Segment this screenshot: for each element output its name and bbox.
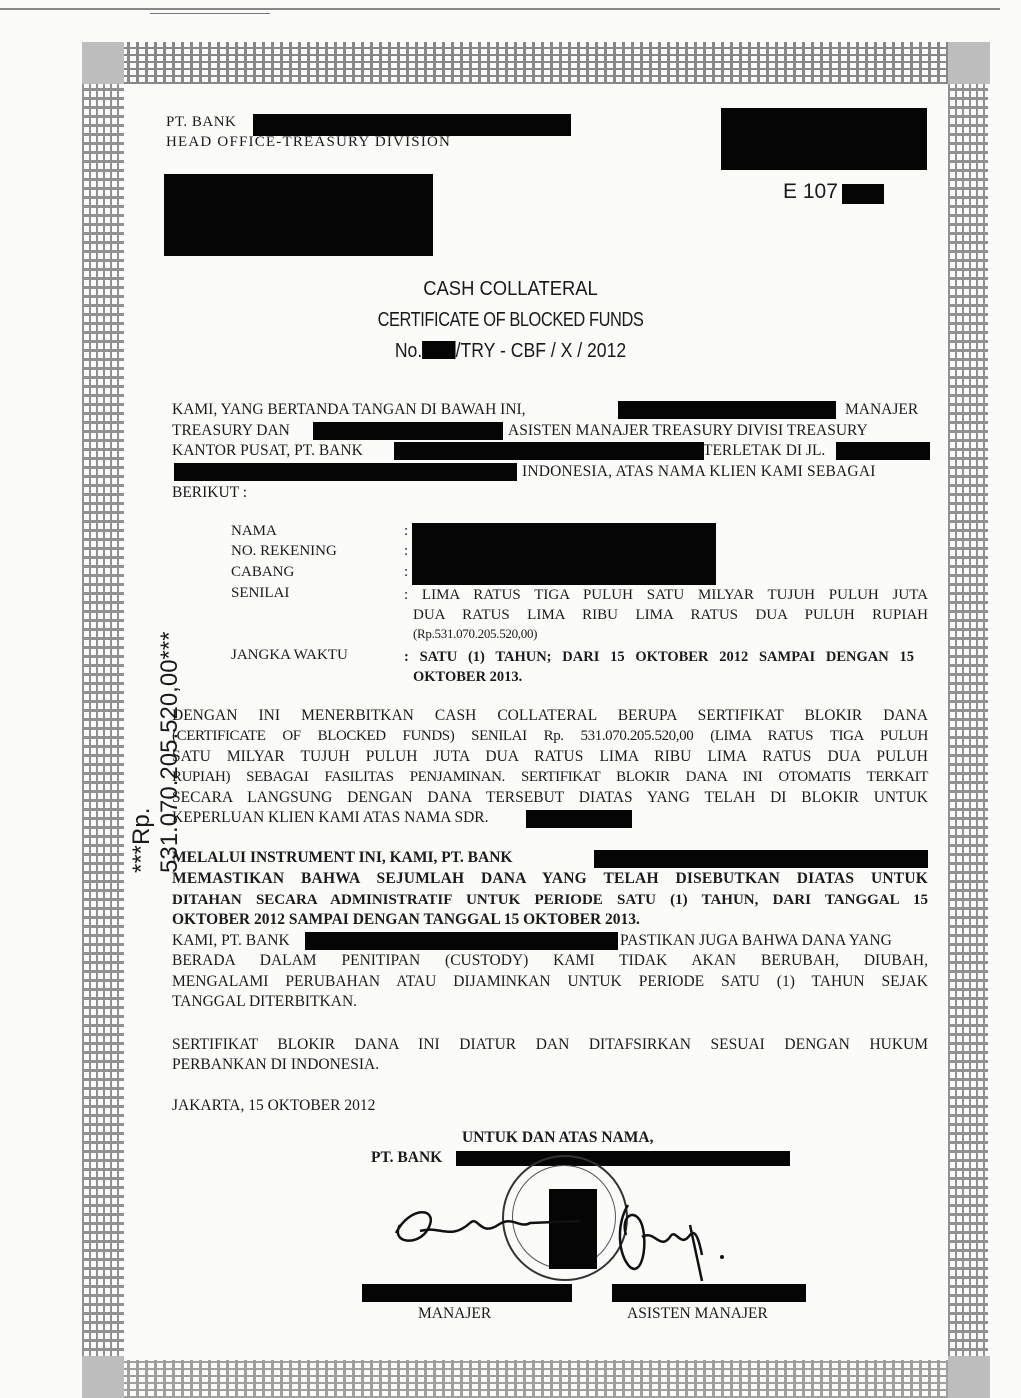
paragraph-line: KEPERLUAN KLIEN KAMI ATAS NAMA SDR.	[172, 809, 489, 826]
redaction-box	[842, 184, 884, 204]
border-corner	[82, 42, 124, 84]
scan-edge-line	[0, 8, 1000, 10]
manager-title: MANAJER	[418, 1305, 492, 1322]
redaction-box	[305, 932, 618, 950]
redaction-box	[253, 114, 571, 136]
intro-line: BERIKUT :	[172, 484, 248, 501]
redaction-box	[412, 523, 716, 585]
field-label-term: JANGKA WAKTU	[231, 647, 348, 663]
redaction-box	[362, 1284, 572, 1302]
intro-line: INDONESIA, ATAS NAMA KLIEN KAMI SEBAGAI	[522, 463, 876, 480]
intro-line: TREASURY DAN	[172, 422, 290, 439]
assistant-manager-title: ASISTEN MANAJER	[627, 1305, 768, 1322]
paragraph-line: TANGGAL DITERBITKAN.	[172, 993, 358, 1010]
reference-code: E 107	[783, 180, 838, 203]
field-label-amount: SENILAI	[231, 585, 290, 601]
vertical-amount: ***Rp. 531.070.205.520,00***	[128, 631, 183, 873]
doc-title: CASH COLLATERAL	[423, 278, 598, 300]
redaction-box	[618, 401, 836, 419]
intro-line: MANAJER	[845, 401, 919, 418]
paragraph-line: PERBANKAN DI INDONESIA.	[172, 1056, 380, 1073]
paragraph-line: KAMI, PT. BANK	[172, 932, 290, 949]
intro-line: ASISTEN MANAJER TREASURY DIVISI TREASURY	[508, 422, 868, 439]
intro-line: KAMI, YANG BERTANDA TANGAN DI BAWAH INI,	[172, 401, 526, 418]
doc-number-suffix: /TRY - CBF / X / 2012	[455, 340, 627, 362]
intro-line: TERLETAK DI JL.	[703, 442, 826, 459]
paragraph-line: DENGAN INI MENERBITKAN CASH COLLATERAL BERUPA SERTIFIKAT BLOKIR DANA	[172, 707, 928, 724]
redaction-box	[422, 341, 455, 359]
paragraph-line: PASTIKAN JUGA BAHWA DANA YANG	[620, 932, 892, 949]
field-label-branch: CABANG	[231, 564, 295, 580]
paragraph-line: MENGALAMI PERUBAHAN ATAU DIJAMINKAN UNTUK PERIODE SATU (1) TAHUN SEJAK	[172, 973, 928, 990]
border-corner	[948, 1356, 990, 1398]
field-value-amount: : LIMA RATUS TIGA PULUH SATU MILYAR TUJUH PULUH JUTA	[404, 587, 928, 603]
doc-number	[61, 340, 959, 363]
field-colon: :	[404, 523, 409, 539]
redaction-box	[836, 442, 930, 460]
paragraph-line: (CERTIFICATE OF BLOCKED FUNDS) SENILAI Rp. 531.070.205.520,00 (LIMA RATUS TIGA PULUH	[172, 728, 928, 744]
doc-number-prefix: No.	[394, 340, 423, 362]
paragraph-line: MEMASTIKAN BAHWA SEJUMLAH DANA YANG TELAH DISEBUTKAN DIATAS UNTUK	[172, 870, 928, 887]
ornamental-border-left	[82, 84, 124, 1360]
signature-icon	[380, 1185, 740, 1295]
redaction-box	[526, 810, 632, 828]
paragraph-line: SATU MILYAR TUJUH PULUH JUTA DUA RATUS LIMA RIBU LIMA RATUS DUA PULUH	[172, 748, 928, 765]
paragraph-line: RUPIAH) SEBAGAI FASILITAS PENJAMINAN. SERTIFIKAT BLOKIR DANA INI OTOMATIS TERKAIT	[172, 769, 928, 785]
scan-edge-mark	[150, 13, 270, 14]
doc-subtitle: CERTIFICATE OF BLOCKED FUNDS	[377, 309, 644, 331]
paragraph-line: DITAHAN SECARA ADMINISTRATIF UNTUK PERIODE SATU (1) TAHUN, DARI TANGGAL 15	[172, 892, 928, 908]
redaction-box	[456, 1151, 790, 1166]
paragraph-line: OKTOBER 2012 SAMPAI DENGAN TANGGAL 15 OKTOBER 2013.	[172, 911, 640, 928]
paragraph-line: SECARA LANGSUNG DENGAN DANA TERSEBUT DIATAS YANG TELAH DI BLOKIR UNTUK	[172, 789, 928, 806]
field-colon: :	[404, 543, 409, 559]
border-corner	[82, 1356, 124, 1398]
paragraph-line: BERADA DALAM PENITIPAN (CUSTODY) KAMI TIDAK AKAN BERUBAH, DIUBAH,	[172, 952, 928, 969]
ornamental-border-right	[948, 84, 988, 1360]
issue-date: JAKARTA, 15 OKTOBER 2012	[172, 1097, 376, 1114]
redaction-box	[164, 174, 433, 256]
redaction-box	[313, 422, 503, 440]
field-value-amount: DUA RATUS LIMA RIBU LIMA RATUS DUA PULUH RUPIAH	[413, 607, 928, 623]
redaction-box	[394, 442, 704, 460]
field-label-name: NAMA	[231, 523, 277, 539]
field-label-account: NO. REKENING	[231, 543, 337, 559]
field-colon: :	[404, 564, 409, 580]
bank-name-label: PT. BANK	[166, 114, 237, 130]
division-label: HEAD OFFICE-TREASURY DIVISION	[166, 134, 452, 150]
paragraph-line: MELALUI INSTRUMENT INI, KAMI, PT. BANK	[172, 849, 513, 866]
ornamental-border-top	[82, 42, 988, 84]
ornamental-border-bottom	[82, 1360, 988, 1398]
redaction-box	[612, 1284, 806, 1302]
border-corner	[948, 42, 990, 84]
field-value-amount-number: (Rp.531.070.205.520,00)	[413, 626, 538, 641]
on-behalf-label: UNTUK DAN ATAS NAMA,	[462, 1129, 654, 1146]
paragraph-line: SERTIFIKAT BLOKIR DANA INI DIATUR DAN DITAFSIRKAN SESUAI DENGAN HUKUM	[172, 1036, 928, 1053]
redaction-box	[594, 850, 928, 868]
field-value-term: : SATU (1) TAHUN; DARI 15 OKTOBER 2012 SAMPAI DENGAN 15	[404, 649, 914, 665]
redaction-box	[721, 108, 927, 170]
intro-line: KANTOR PUSAT, PT. BANK	[172, 442, 363, 459]
redaction-box	[174, 463, 517, 481]
field-value-term: OKTOBER 2013.	[413, 669, 523, 685]
signoff-bank-label: PT. BANK	[371, 1149, 443, 1166]
